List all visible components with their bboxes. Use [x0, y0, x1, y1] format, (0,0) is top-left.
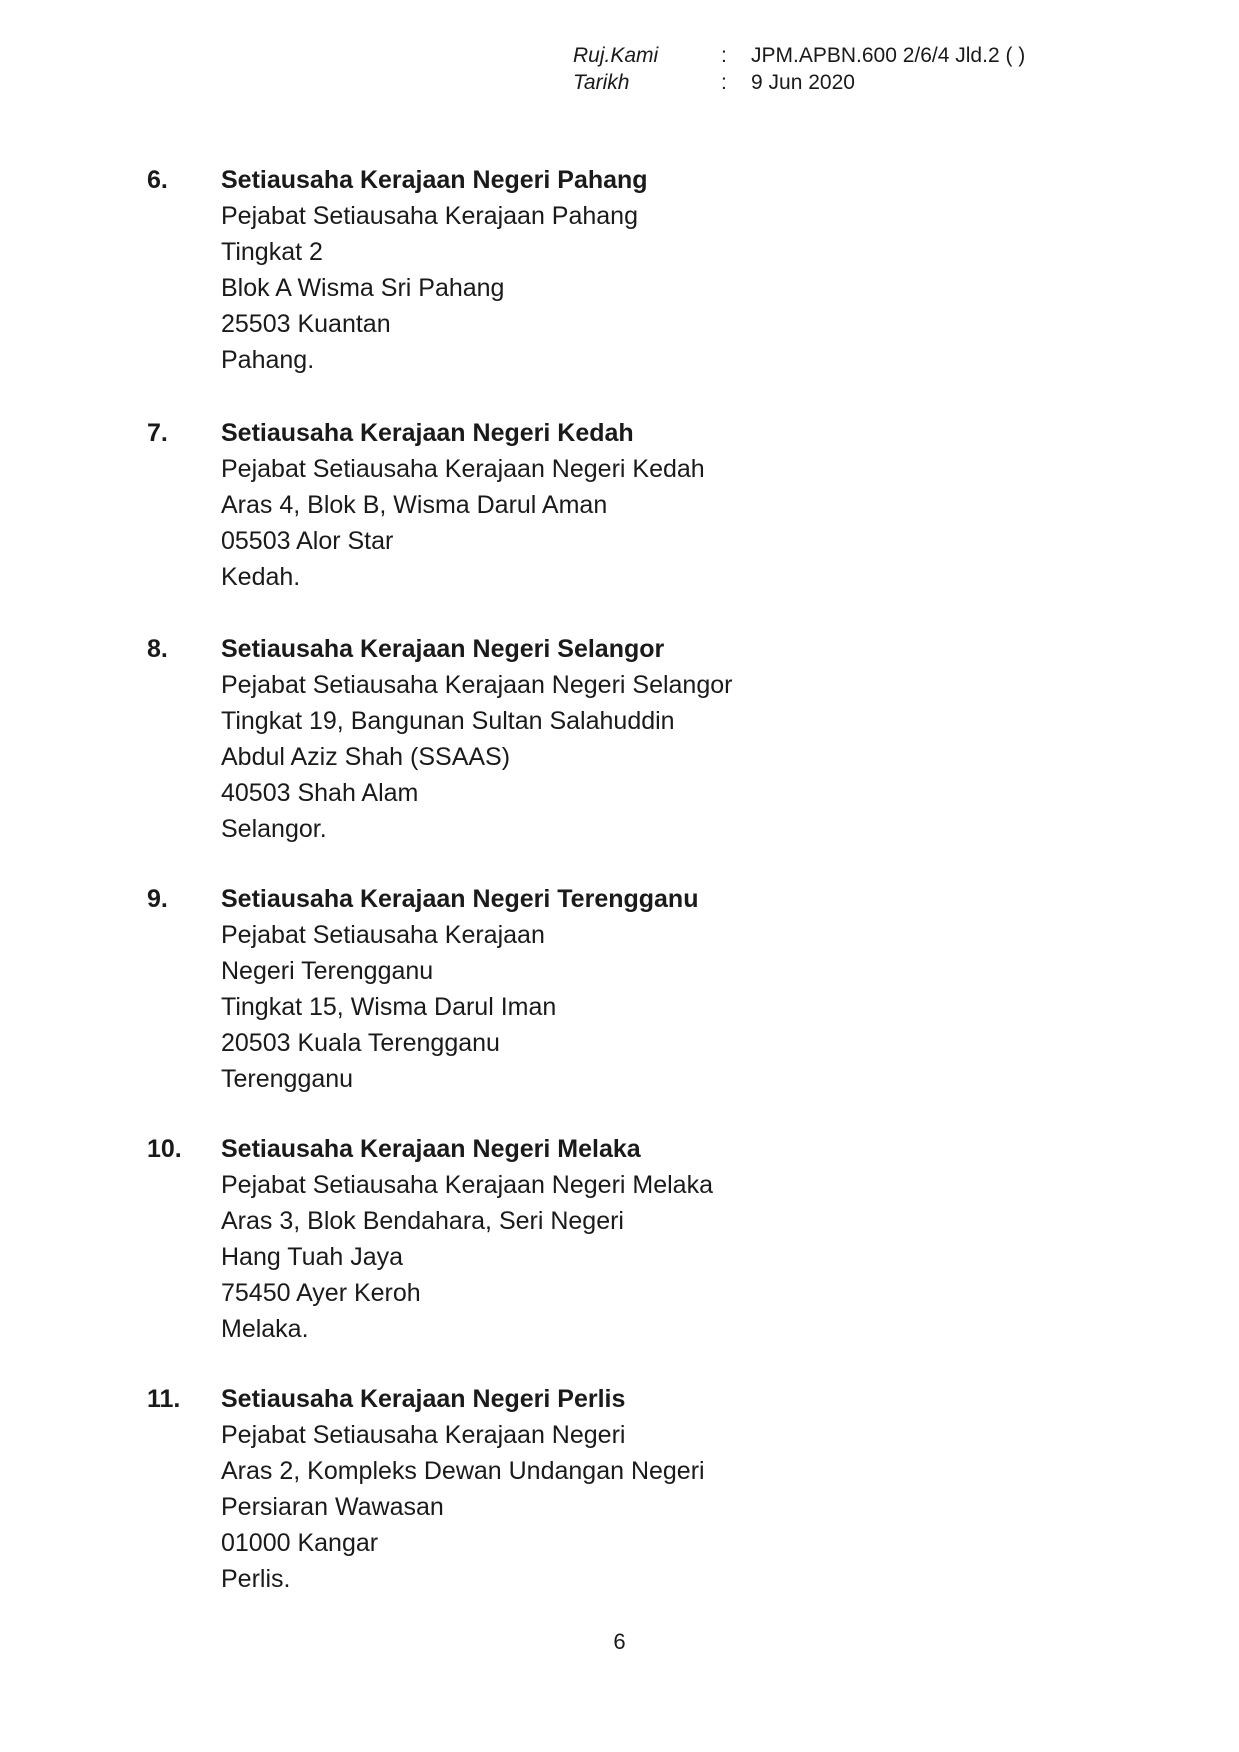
address-line: Terengganu [221, 1065, 354, 1093]
reference-row [573, 42, 1025, 69]
address-line: Aras 4, Blok B, Wisma Darul Aman [221, 491, 608, 519]
entry-body [221, 162, 1121, 378]
entry-number: 8. [147, 635, 168, 663]
address-line: Tingkat 15, Wisma Darul Iman [221, 993, 557, 1021]
address-line: Perlis. [221, 1565, 291, 1593]
address-line: Tingkat 2 [221, 238, 323, 266]
address-line: Selangor. [221, 815, 327, 843]
entry-number: 11. [147, 1385, 181, 1413]
address-line: Tingkat 19, Bangunan Sultan Salahuddin [221, 707, 675, 735]
address-line: Aras 3, Blok Bendahara, Seri Negeri [221, 1207, 624, 1235]
entry-number: 9. [147, 885, 168, 913]
entry-title: Setiausaha Kerajaan Negeri Terengganu [221, 885, 699, 913]
entry-title: Setiausaha Kerajaan Negeri Perlis [221, 1385, 626, 1413]
address-line: Pejabat Setiausaha Kerajaan Negeri [221, 1421, 626, 1449]
address-line: Pejabat Setiausaha Kerajaan Negeri Melaka [221, 1171, 713, 1199]
address-line: Pejabat Setiausaha Kerajaan [221, 921, 545, 949]
entry-title: Setiausaha Kerajaan Negeri Selangor [221, 635, 665, 663]
entry-number: 7. [147, 419, 168, 447]
reference-header [573, 42, 1025, 96]
reference-value: JPM.APBN.600 2/6/4 Jld.2 ( ) [751, 44, 1026, 67]
entry-number: 6. [147, 166, 168, 194]
date-label: Tarikh [573, 71, 630, 94]
address-line: 20503 Kuala Terengganu [221, 1029, 500, 1057]
address-line: Hang Tuah Jaya [221, 1243, 404, 1271]
entry-body [221, 415, 1121, 595]
date-row [573, 69, 1025, 96]
entry-title: Setiausaha Kerajaan Negeri Melaka [221, 1135, 641, 1163]
address-line: Blok A Wisma Sri Pahang [221, 274, 505, 302]
address-line: 40503 Shah Alam [221, 779, 419, 807]
address-line: Abdul Aziz Shah (SSAAS) [221, 743, 511, 771]
entry-title: Setiausaha Kerajaan Negeri Kedah [221, 419, 634, 447]
address-line: Aras 2, Kompleks Dewan Undangan Negeri [221, 1457, 705, 1485]
address-line: Pejabat Setiausaha Kerajaan Pahang [221, 202, 638, 230]
address-line: 01000 Kangar [221, 1529, 379, 1557]
address-line: Pahang. [221, 346, 315, 374]
address-line: 75450 Ayer Keroh [221, 1279, 421, 1307]
entry-body [221, 881, 1121, 1097]
page-number: 6 [613, 1629, 626, 1654]
entry-title: Setiausaha Kerajaan Negeri Pahang [221, 166, 648, 194]
entry-body [221, 1131, 1121, 1347]
address-line: 05503 Alor Star [221, 527, 394, 555]
entry-body [221, 1381, 1121, 1597]
address-line: 25503 Kuantan [221, 310, 391, 338]
address-line: Melaka. [221, 1315, 309, 1343]
address-line: Pejabat Setiausaha Kerajaan Negeri Kedah [221, 455, 705, 483]
address-line: Negeri Terengganu [221, 957, 434, 985]
entry-body [221, 631, 1121, 847]
date-value: 9 Jun 2020 [751, 71, 855, 94]
reference-colon: : [721, 44, 727, 67]
entry-number: 10. [147, 1135, 182, 1163]
date-colon: : [721, 71, 727, 94]
address-line: Persiaran Wawasan [221, 1493, 444, 1521]
reference-label: Ruj.Kami [573, 44, 659, 67]
address-line: Kedah. [221, 563, 301, 591]
address-line: Pejabat Setiausaha Kerajaan Negeri Selangor [221, 671, 733, 699]
